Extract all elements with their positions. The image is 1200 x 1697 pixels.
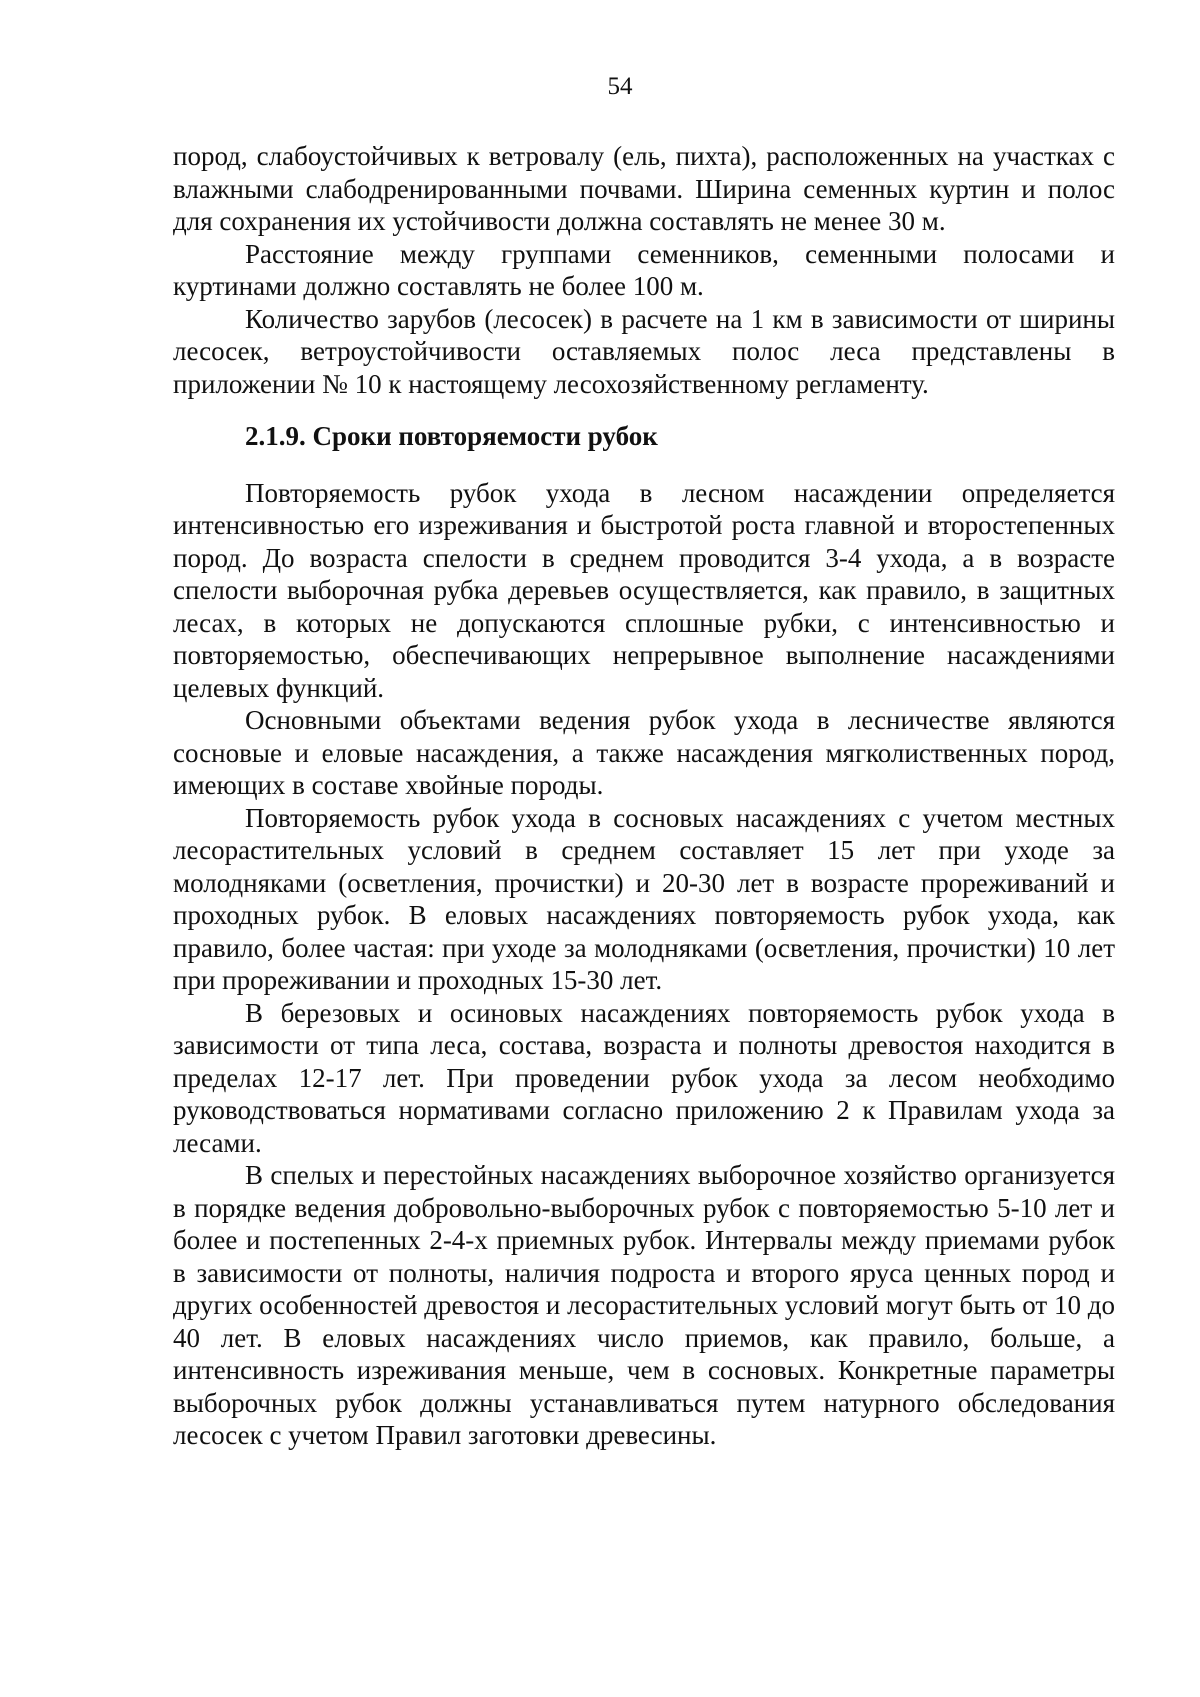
section-heading: 2.1.9. Сроки повторяемости рубок	[245, 421, 658, 451]
paragraph-continuation: пород, слабоустойчивых к ветровалу (ель, пихта), расположенных на участках с влажными слабодренированными почвами. Ширина семенных куртин и полос для сохранения их устойчивости должна составлять не менее 30 м.	[173, 141, 1115, 236]
paragraph-birch-aspen-frequency: В березовых и осиновых насаждениях повторяемость рубок ухода в зависимости от типа леса, состава, возраста и полноты древостоя находится в пределах 12-17 лет. При проведении рубок ухода за лесом необходимо руководствоваться нормативами согласно приложению 2 к Правилам ухода за лесами.	[173, 997, 1115, 1158]
paragraph-seed-group-distance: Расстояние между группами семенников, семенными полосами и куртинами должно составлять не более 100 м.	[173, 238, 1115, 301]
paragraph-thinning-frequency: Повторяемость рубок ухода в лесном насаждении определяется интенсивностью его изреживания и быстротой роста главной и второстепенных пород. До возраста спелости в среднем проводится 3-4 ухода, а в возрасте спелости выборочная рубка деревьев осуществляется, как правило, в защитных лесах, в которых не допускаются сплошные рубки, с интенсивностью и повторяемостью, обеспечивающих непрерывное выполнение насаждениями целевых функций.	[173, 477, 1115, 703]
paragraph-pine-spruce-frequency: Повторяемость рубок ухода в сосновых насаждениях с учетом местных лесорастительных условий в среднем составляет 15 лет при уходе за молодняками (осветления, прочистки) и 20-30 лет в возрасте прореживаний и проходных рубок. В еловых насаждениях повторяемость рубок ухода, как правило, более частая: при уходе за молодняками (осветления, прочистки) 10 лет при прореживании и проходных 15-30 лет.	[173, 802, 1115, 995]
paragraph-main-objects: Основными объектами ведения рубок ухода в лесничестве являются сосновые и еловые насаждения, а также насаждения мягколиственных пород, имеющих в составе хвойные породы.	[173, 705, 1115, 800]
page-number: 54	[607, 73, 633, 100]
paragraph-cutting-count: Количество зарубов (лесосек) в расчете на 1 км в зависимости от ширины лесосек, ветроустойчивости оставляемых полос леса представлены в приложении № 10 к настоящему лесохозяйственному регламенту.	[173, 303, 1115, 399]
paragraph-selective-cutting: В спелых и перестойных насаждениях выборочное хозяйство организуется в порядке ведения добровольно-выборочных рубок с повторяемостью 5-10 лет и более и постепенных 2-4-х приемных рубок. Интервалы между приемами рубок в зависимости от полноты, наличия подроста и второго яруса ценных пород и других особенностей древостоя и лесорастительных условий могут быть от 10 до 40 лет. В еловых насаждениях число приемов, как правило, больше, а интенсивность изреживания меньше, чем в сосновых. Конкретные параметры выборочных рубок должны устанавливаться путем натурного обследования лесосек с учетом Правил заготовки древесины.	[173, 1160, 1115, 1450]
document-body	[173, 140, 1115, 1452]
